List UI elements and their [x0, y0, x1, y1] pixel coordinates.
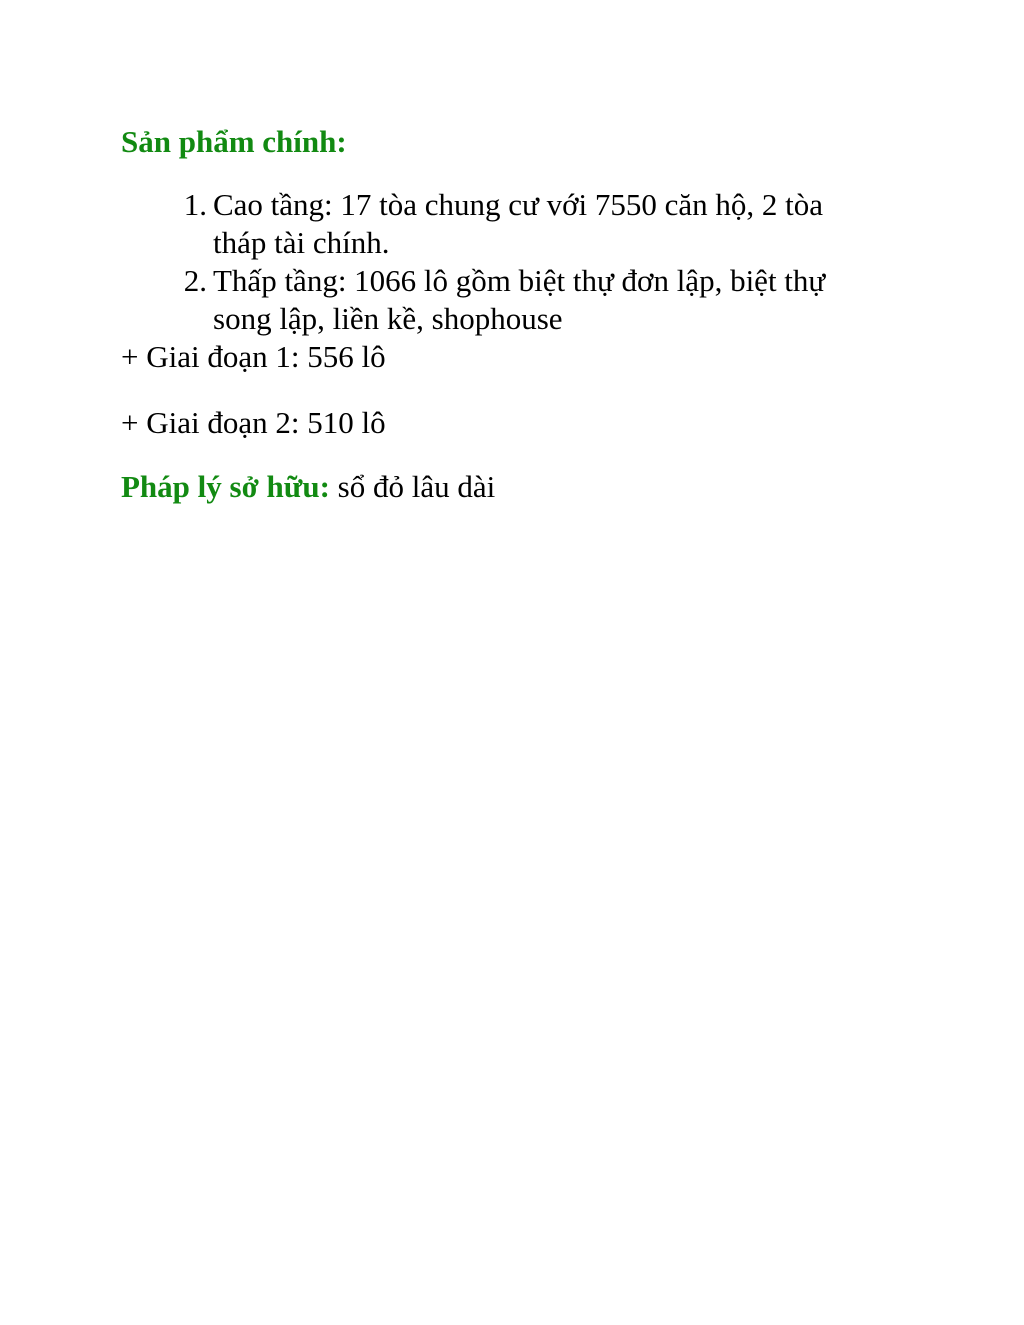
- main-heading: Sản phẩm chính:: [121, 124, 347, 159]
- list-item-text: Cao tầng: 17 tòa chung cư với 7550 căn hộ, 2 tòa tháp tài chính.: [213, 187, 824, 260]
- legal-label: Pháp lý sở hữu:: [121, 469, 330, 504]
- list-item: [173, 186, 901, 262]
- list-item: [173, 262, 901, 338]
- product-list: [121, 186, 901, 338]
- phase-2-line: + Giai đoạn 2: 510 lô: [121, 405, 386, 440]
- list-item-text: Thấp tầng: 1066 lô gồm biệt thự đơn lập, biệt thự song lập, liền kề, shophouse: [213, 263, 826, 336]
- document-page: [121, 120, 901, 506]
- list-number: 1.: [183, 187, 207, 222]
- list-number: 2.: [183, 263, 207, 298]
- phase-1-line: + Giai đoạn 1: 556 lô: [121, 339, 386, 374]
- legal-value: sổ đỏ lâu dài: [337, 469, 496, 504]
- legal-line: [121, 468, 901, 506]
